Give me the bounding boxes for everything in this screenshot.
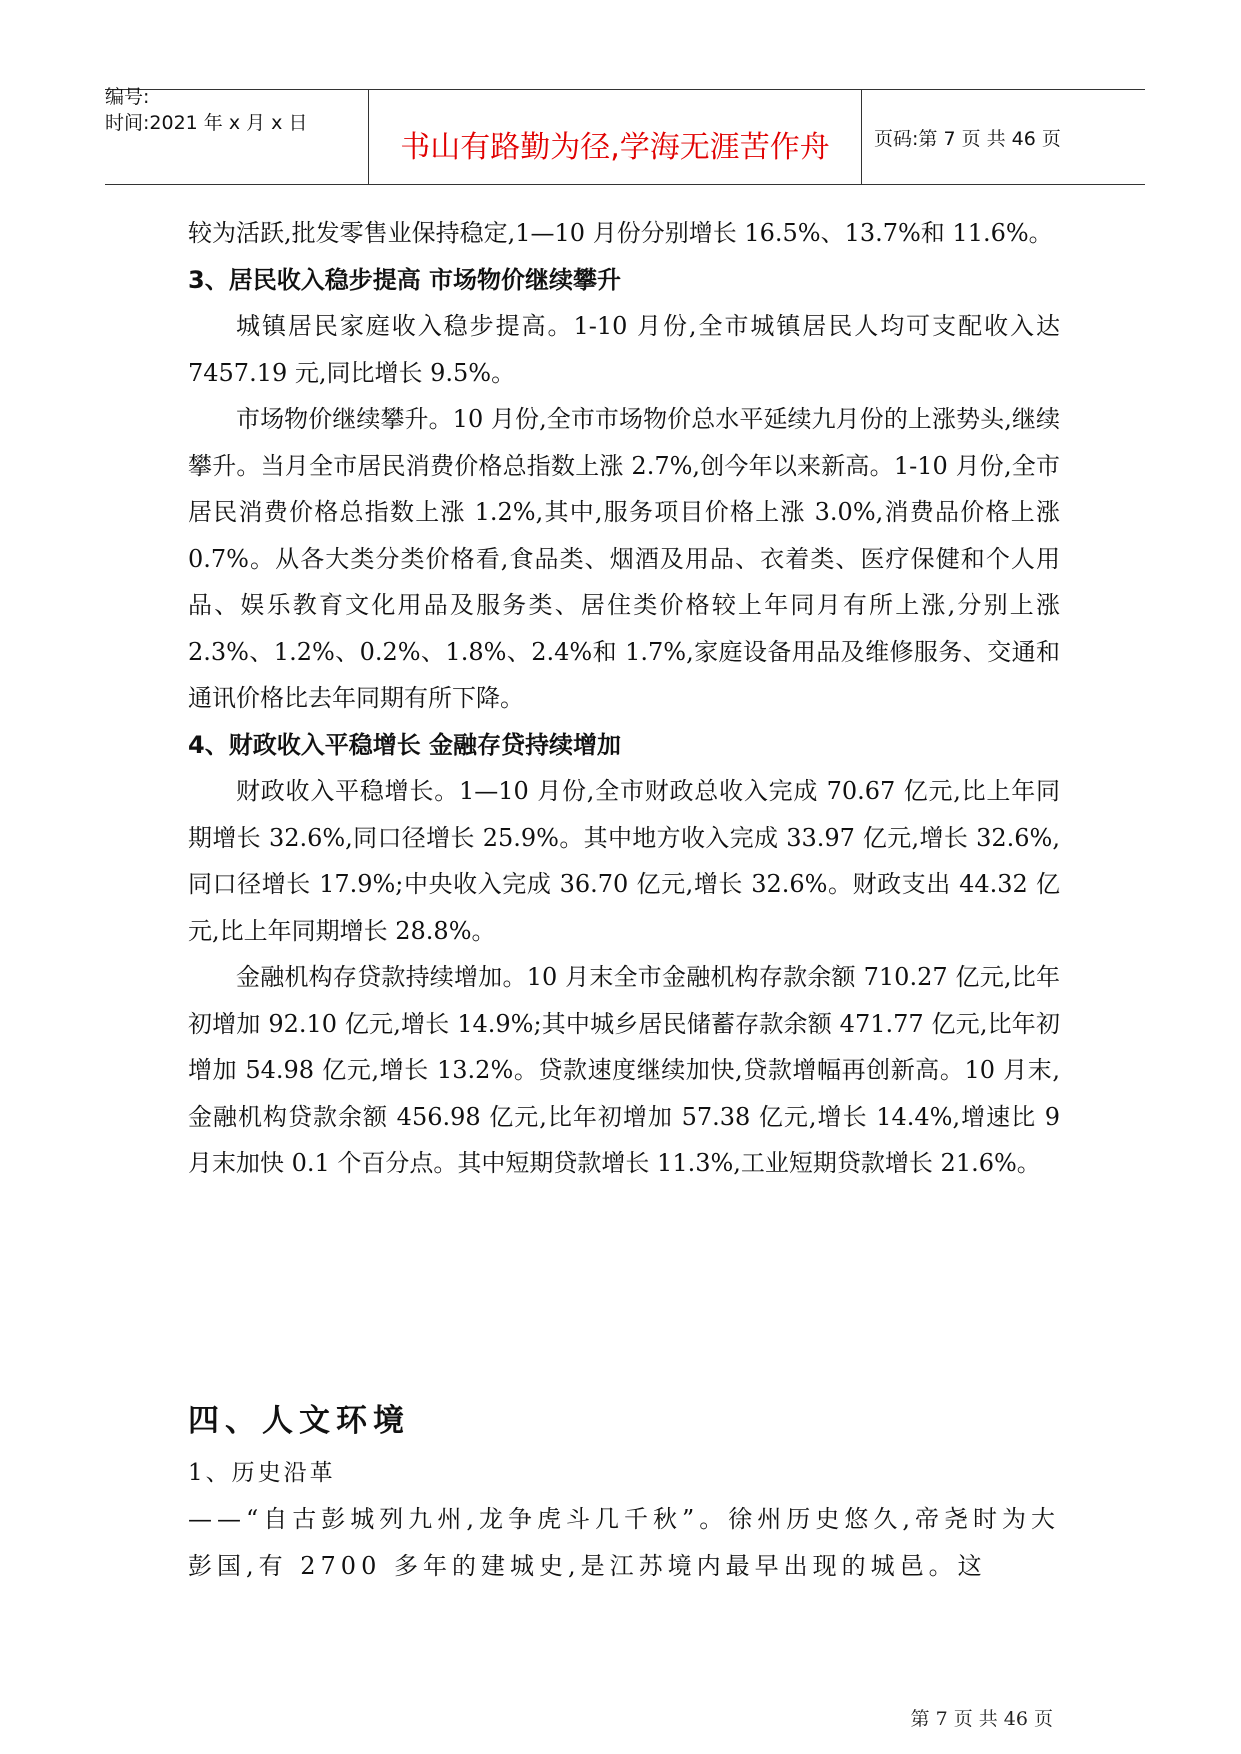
section-heading-3: 3、居民收入稳步提高 市场物价继续攀升 — [188, 265, 622, 294]
document-time-label: 时间:2021 年 x 月 x 日 — [105, 112, 308, 134]
header-page-cell — [862, 90, 1145, 184]
section-heading-4: 4、财政收入平稳增长 金融存贷持续增加 — [188, 730, 622, 759]
paragraph-income: 城镇居民家庭收入稳步提高。1-10 月份,全市城镇居民人均可支配收入达 7457.19 元,同比增长 9.5%。 — [188, 312, 1060, 387]
page-footer: 第 7 页 共 46 页 — [910, 1708, 1053, 1730]
header-page-info: 页码:第 7 页 共 46 页 — [874, 128, 1061, 150]
chapter-title: 四、人文环境 — [188, 1403, 410, 1439]
paragraph-finance: 金融机构存贷款持续增加。10 月末全市金融机构存款余额 710.27 亿元,比年初增加 92.10 亿元,增长 14.9%;其中城乡居民储蓄存款余额 471.77 亿元,比年初增加 54.98 亿元,增长 13.2%。贷款速度继续加快,贷款增幅再创新高。10 月末,金融机构贷款余额 456.98 亿元,比年初增加 57.38 亿元,增长 14.4%,增速比 9 月末加快 0.1 个百分点。其中短期贷款增长 11.3%,工业短期贷款增长 21.6%。 — [188, 963, 1060, 1177]
paragraph-history: ——“自古彭城列九州,龙争虎斗几千秋”。徐州历史悠久,帝尧时为大彭国,有 2700 多年的建城史,是江苏境内最早出现的城邑。这 — [188, 1505, 1060, 1580]
header-motto-cell — [369, 90, 862, 184]
page-header — [105, 86, 1145, 185]
header-motto: 书山有路勤为径,学海无涯苦作舟 — [400, 130, 830, 165]
paragraph-fiscal: 财政收入平稳增长。1—10 月份,全市财政总收入完成 70.67 亿元,比上年同期增长 32.6%,同口径增长 25.9%。其中地方收入完成 33.97 亿元,增长 32.6%,同口径增长 17.9%;中央收入完成 36.70 亿元,增长 32.6%。财政支出 44.32 亿元,比上年同期增长 28.8%。 — [188, 777, 1060, 945]
paragraph-prices: 市场物价继续攀升。10 月份,全市市场物价总水平延续九月份的上涨势头,继续攀升。当月全市居民消费价格总指数上涨 2.7%,创今年以来新高。1-10 月份,全市居民消费价格总指数上涨 1.2%,其中,服务项目价格上涨 3.0%,消费品价格上涨 0.7%。从各大类分类价格看,食品类、烟酒及用品、衣着类、医疗保健和个人用品、娱乐教育文化用品及服务类、居住类价格较上年同月有所上涨,分别上涨 2.3%、1.2%、0.2%、1.8%、2.4%和 1.7%,家庭设备用品及维修服务、交通和通讯价格比去年同期有所下降。 — [188, 405, 1060, 712]
header-meta-cell — [105, 86, 369, 184]
subsection-heading-history: 1、历史沿革 — [188, 1460, 336, 1486]
paragraph-retail: 较为活跃,批发零售业保持稳定,1—10 月份分别增长 16.5%、13.7%和 11.6%。 — [188, 219, 1053, 247]
body-content — [188, 210, 1060, 1187]
history-section — [188, 1450, 1060, 1589]
document-number-label: 编号: — [105, 86, 150, 108]
